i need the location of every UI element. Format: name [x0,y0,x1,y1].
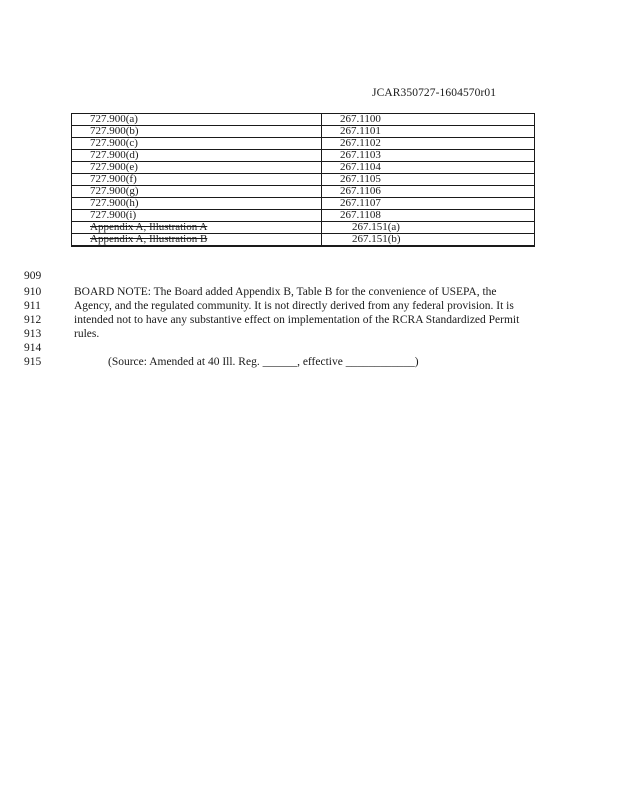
board-note-line-3: intended not to have any substantive effect on implementation of the RCRA Standardized Permit [74,314,520,326]
illinois-section-cell: 727.900(g) [72,186,322,198]
table-row [72,210,535,222]
federal-section-cell: 267.1100 [322,114,535,126]
document-id: JCAR350727-1604570r01 [372,87,497,99]
line-number-912: 912 [24,314,42,326]
table-row [72,126,535,138]
table-row [72,198,535,210]
section-correlation-table [71,113,535,247]
federal-section-cell: 267.1102 [322,138,535,150]
federal-section-cell: 267.1103 [322,150,535,162]
line-number-909: 909 [24,270,42,282]
federal-section-cell: 267.1104 [322,162,535,174]
table-row [72,234,535,247]
table-row [72,174,535,186]
illinois-section-cell: 727.900(h) [72,198,322,210]
federal-section-cell: 267.1108 [322,210,535,222]
federal-section-cell: 267.151(b) [322,234,535,247]
illinois-section-cell: 727.900(d) [72,150,322,162]
board-note-line-2: Agency, and the regulated community. It is not directly derived from any federal provision. It is [74,300,514,312]
illinois-section-cell: 727.900(b) [72,126,322,138]
table-row [72,138,535,150]
illinois-section-cell: Appendix A, Illustration A [72,222,322,234]
illinois-section-cell: 727.900(c) [72,138,322,150]
line-number-915: 915 [24,356,42,368]
line-number-914: 914 [24,342,42,354]
federal-section-cell: 267.151(a) [322,222,535,234]
source-note: (Source: Amended at 40 Ill. Reg. ______, effective ____________) [108,356,419,368]
federal-section-cell: 267.1101 [322,126,535,138]
federal-section-cell: 267.1107 [322,198,535,210]
table-row [72,162,535,174]
board-note-line-1: BOARD NOTE: The Board added Appendix B, Table B for the convenience of USEPA, the [74,286,497,298]
federal-section-cell: 267.1105 [322,174,535,186]
table-row [72,222,535,234]
illinois-section-cell: 727.900(e) [72,162,322,174]
line-number-911: 911 [24,300,41,312]
board-note-line-4: rules. [74,328,100,340]
table-row [72,150,535,162]
illinois-section-cell: 727.900(i) [72,210,322,222]
illinois-section-cell: Appendix A, Illustration B [72,234,322,247]
illinois-section-cell: 727.900(f) [72,174,322,186]
federal-section-cell: 267.1106 [322,186,535,198]
illinois-section-cell: 727.900(a) [72,114,322,126]
table-row [72,186,535,198]
line-number-910: 910 [24,286,42,298]
line-number-913: 913 [24,328,42,340]
table-row [72,114,535,126]
